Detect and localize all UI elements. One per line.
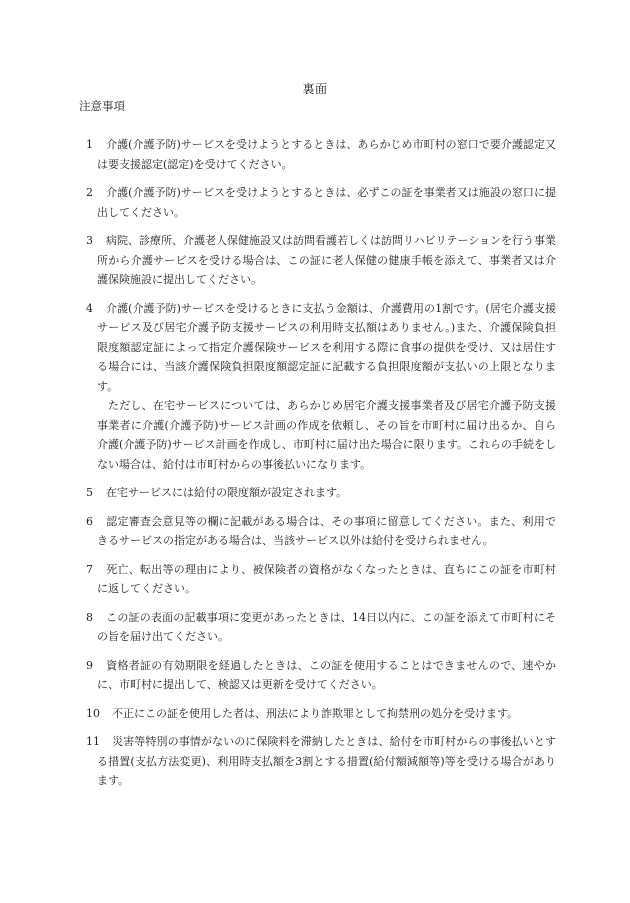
note-number: 1 bbox=[86, 138, 93, 151]
note-text-continuation: ただし、在宅サービスについては、あらかじめ居宅介護支援事業者及び居宅介護予防支援事業者に介護(介護予防)サービス計画の作成を依頼し、その旨を市町村に届け出るか、自ら介護(介護予防)サービス計画を作成し、市町村に届け出た場合に限ります。これらの手続をしない場合は、給付は市町村からの事後払いになります。 bbox=[97, 399, 556, 471]
note-number: 6 bbox=[86, 514, 93, 528]
note-item-5 bbox=[86, 483, 556, 503]
notes-list bbox=[86, 135, 556, 800]
note-number: 7 bbox=[86, 562, 93, 576]
note-text: 認定審査会意見等の欄に記載がある場合は、その事項に留意してください。また、利用できるサービスの指定がある場合は、当該サービス以外は給付を受けられません。 bbox=[97, 514, 556, 547]
note-text: この証の表面の記載事項に変更があったときは、14日以内に、この証を添えて市町村にその旨を届け出てください。 bbox=[97, 610, 556, 643]
note-text: 不正にこの証を使用した者は、刑法により詐欺罪として拘禁刑の処分を受けます。 bbox=[112, 706, 519, 720]
note-number: 2 bbox=[86, 186, 93, 199]
note-text: 病院、診療所、介護老人保健施設又は訪問看護若しくは訪問リハビリテーションを行う事業所から介護サービスを受ける場合は、この証に老人保健の健康手帳を添えて、事業者又は介護保険施設に提出してください。 bbox=[97, 234, 557, 286]
note-text: 在宅サービスには給付の限度額が設定されます。 bbox=[106, 486, 348, 499]
note-number: 10 bbox=[86, 706, 100, 720]
note-text: 介護(介護予防)サービスを受けようとするときは、あらかじめ市町村の窓口で要介護認定又は要支援認定(認定)を受けてください。 bbox=[97, 138, 556, 171]
note-number: 9 bbox=[86, 658, 93, 672]
note-item-8 bbox=[86, 608, 556, 647]
note-item-3 bbox=[86, 231, 556, 290]
note-item-1 bbox=[86, 135, 556, 174]
note-number: 5 bbox=[86, 486, 93, 499]
note-text: 死亡、転出等の理由により、被保険者の資格がなくなったときは、直ちにこの証を市町村に返してください。 bbox=[97, 562, 556, 595]
note-text: 介護(介護予防)サービスを受けようとするときは、必ずこの証を事業者又は施設の窓口に提出してください。 bbox=[97, 186, 556, 219]
note-item-9 bbox=[86, 656, 556, 695]
note-item-2 bbox=[86, 183, 556, 222]
note-number: 11 bbox=[86, 735, 100, 748]
note-item-4 bbox=[86, 299, 556, 475]
note-item-10 bbox=[86, 704, 556, 724]
note-number: 4 bbox=[86, 301, 93, 315]
page-title: 裏面 bbox=[302, 82, 328, 96]
note-text: 資格者証の有効期限を経過したときは、この証を使用することはできませんので、速やかに、市町村に提出して、検認又は更新を受けてください。 bbox=[97, 658, 556, 691]
note-item-6 bbox=[86, 512, 556, 551]
note-number: 3 bbox=[86, 234, 93, 247]
note-item-7 bbox=[86, 560, 556, 599]
note-number: 8 bbox=[86, 610, 93, 624]
section-heading: 注意事項 bbox=[79, 99, 125, 113]
note-item-11 bbox=[86, 732, 556, 791]
note-text: 災害等特別の事情がないのに保険料を滞納したときは、給付を市町村からの事後払いとする措置(支払方法変更)、利用時支払額を3割とする措置(給付額減額等)等を受ける場合があります。 bbox=[97, 735, 556, 787]
note-text: 介護(介護予防)サービスを受けるときに支払う金額は、介護費用の1割です。(居宅介護支援サービス及び居宅介護予防支援サービスの利用時支払額はありません。)また、介護保険負担限度額認定証によって指定介護保険サービスを利用する際に食事の提供を受け、又は居住する場合には、当該介護保険負担限度額認定証に記載する負担限度額が支払いの上限となります。 bbox=[97, 301, 556, 393]
